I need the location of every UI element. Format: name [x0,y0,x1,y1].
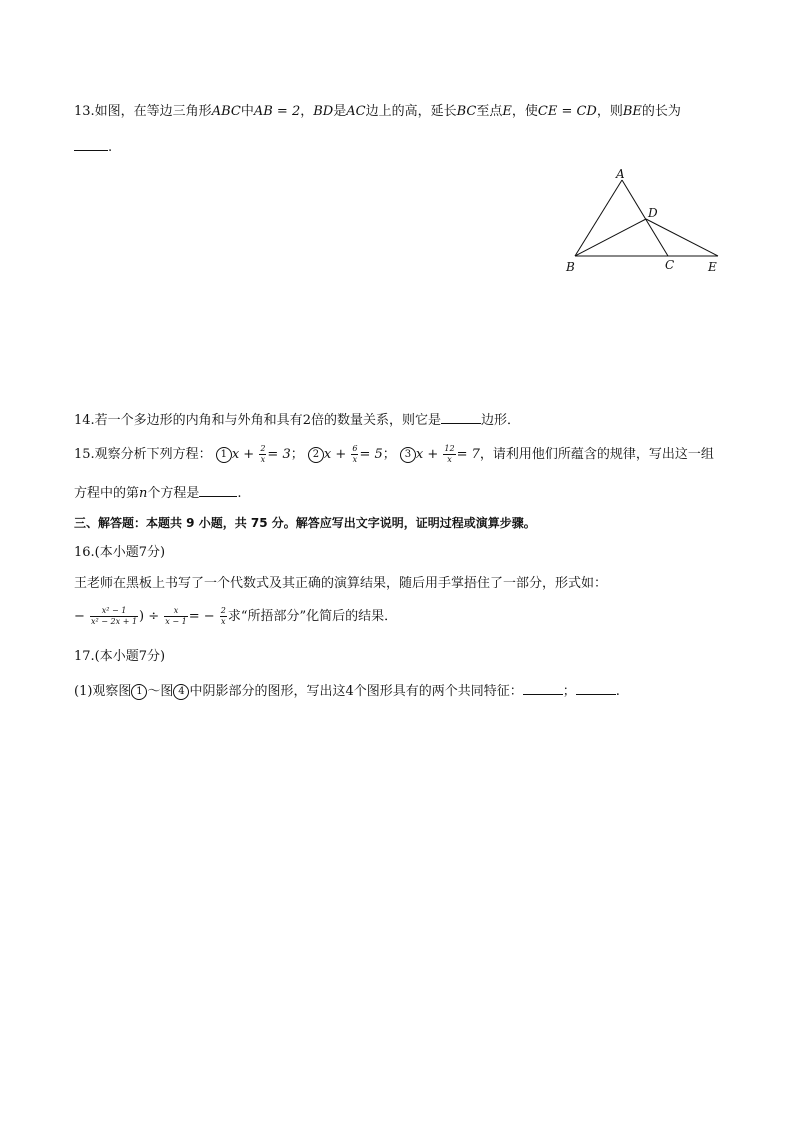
label-c: C [665,258,675,272]
q13-math: AC [346,104,366,119]
q13-text: 是 [333,104,347,119]
q16-expression [74,606,397,627]
q13-math: BE [622,104,642,119]
q13-text: 的长为 [641,104,681,119]
q15-text: 方程中的第 [74,486,140,501]
q15-text: ； [382,447,396,462]
q16-text: 求“所捂部分”化简后的结果． [227,609,398,624]
q15-text: 15.观察分析下列方程： [74,447,212,462]
q15-math: x + [323,447,347,462]
q13-text: ，则 [596,104,623,119]
circled-number: 1 [216,447,232,463]
fraction-denominator: x² − 2x + 1 [91,617,138,626]
fraction-denominator: x [352,455,358,464]
q15-math: = 3 [267,447,291,462]
q13-text: 中 [240,104,254,119]
fraction [164,606,187,627]
q17-text: 中阴影部分的图形，写出这 [189,684,346,699]
fraction [443,444,455,465]
q14-line [74,409,520,430]
fraction-denominator: x [221,617,226,626]
circled-number: 2 [308,447,324,463]
q14-text: 14.若一个多边形的内角和与外角和具有 [74,413,303,428]
label-e: E [708,260,717,274]
fraction-numerator: x² − 1 [90,606,138,617]
q17-text: 个图形具有的两个共同特征： [353,684,523,699]
q14-text: 边形． [480,413,520,428]
q13-math: E [502,104,512,119]
q13-text: . [108,140,113,155]
q16-math: ) ÷ [139,609,160,624]
q13-text: 边上的高，延长 [365,104,457,119]
q16-text: 王老师在黑板上书写了一个代数式及其正确的演算结果，随后用手掌捂住了一部分，形式如： [74,576,608,591]
q13-line1 [74,103,681,121]
fraction [220,606,227,627]
segment-bd [575,219,646,256]
fraction-numerator: 2 [260,444,266,453]
q13-text: 至点 [476,104,503,119]
circled-number: 1 [131,684,147,700]
q15-math: = 5 [359,447,383,462]
q15-math: = 7 [456,447,480,462]
q14-math: 2 [302,413,311,428]
fraction-numerator: 6 [352,444,358,453]
label-a: A [616,167,625,181]
fraction-numerator: x [164,606,187,617]
q15-line1 [74,444,714,465]
fraction-denominator: x [447,455,452,464]
label-d: D [648,206,658,220]
q15-text: ，请利用他们所蕴含的规律，写出这一组 [479,447,714,462]
q17-math: 4 [345,684,354,699]
fraction [351,444,358,465]
fraction-numerator: 12 [444,444,455,453]
q17-text: ； [562,684,576,699]
fraction [259,444,266,465]
q16-title: 16.(本小题7分) [74,545,166,560]
q13-text: 13.如图，在等边三角形 [74,104,212,119]
q16-math: − [74,609,85,624]
q17-text: . [615,684,620,699]
q14-text: 倍的数量关系，则它是 [310,413,441,428]
fraction [90,606,138,627]
q13-math: BD [313,104,334,119]
fraction-denominator: x [260,455,266,464]
q13-math: CE = CD [537,104,597,119]
q17-part1 [74,680,620,701]
q15-text: 个方程是 [147,486,200,501]
q13-line2 [74,136,112,157]
q13-text: ，使 [511,104,538,119]
q13-text: ， [300,104,314,119]
answer-blank[interactable] [199,482,237,497]
q17-title: 17.(本小题7分) [74,649,166,664]
q16-math: = − [188,609,215,624]
answer-blank[interactable] [441,409,481,424]
segment-ac [622,180,668,256]
answer-blank[interactable] [576,680,616,695]
circled-number: 3 [400,447,416,463]
q13-math: AB = 2 [253,104,301,119]
q15-line2 [74,482,242,503]
q13-math: BC [456,104,477,119]
label-b: B [566,260,575,274]
q15-math: x + [231,447,255,462]
fraction-numerator: 2 [220,606,226,615]
q15-text: . [237,486,242,501]
q17-text: (1)观察图 [74,684,132,699]
section-heading: 三、解答题：本题共 9 小题，共 75 分。解答应写出文字说明，证明过程或演算步骤。 [74,516,536,530]
segment-ab [575,180,622,256]
answer-blank[interactable] [523,680,563,695]
q15-math: x + [415,447,439,462]
q17-text: ～图 [147,684,174,699]
q15-math: n [139,486,148,501]
answer-blank[interactable] [74,136,108,151]
q13-math: ABC [211,104,241,119]
q15-text: ； [290,447,304,462]
circled-number: 4 [173,684,189,700]
triangle-figure [560,165,730,280]
fraction-denominator: x − 1 [165,617,187,626]
